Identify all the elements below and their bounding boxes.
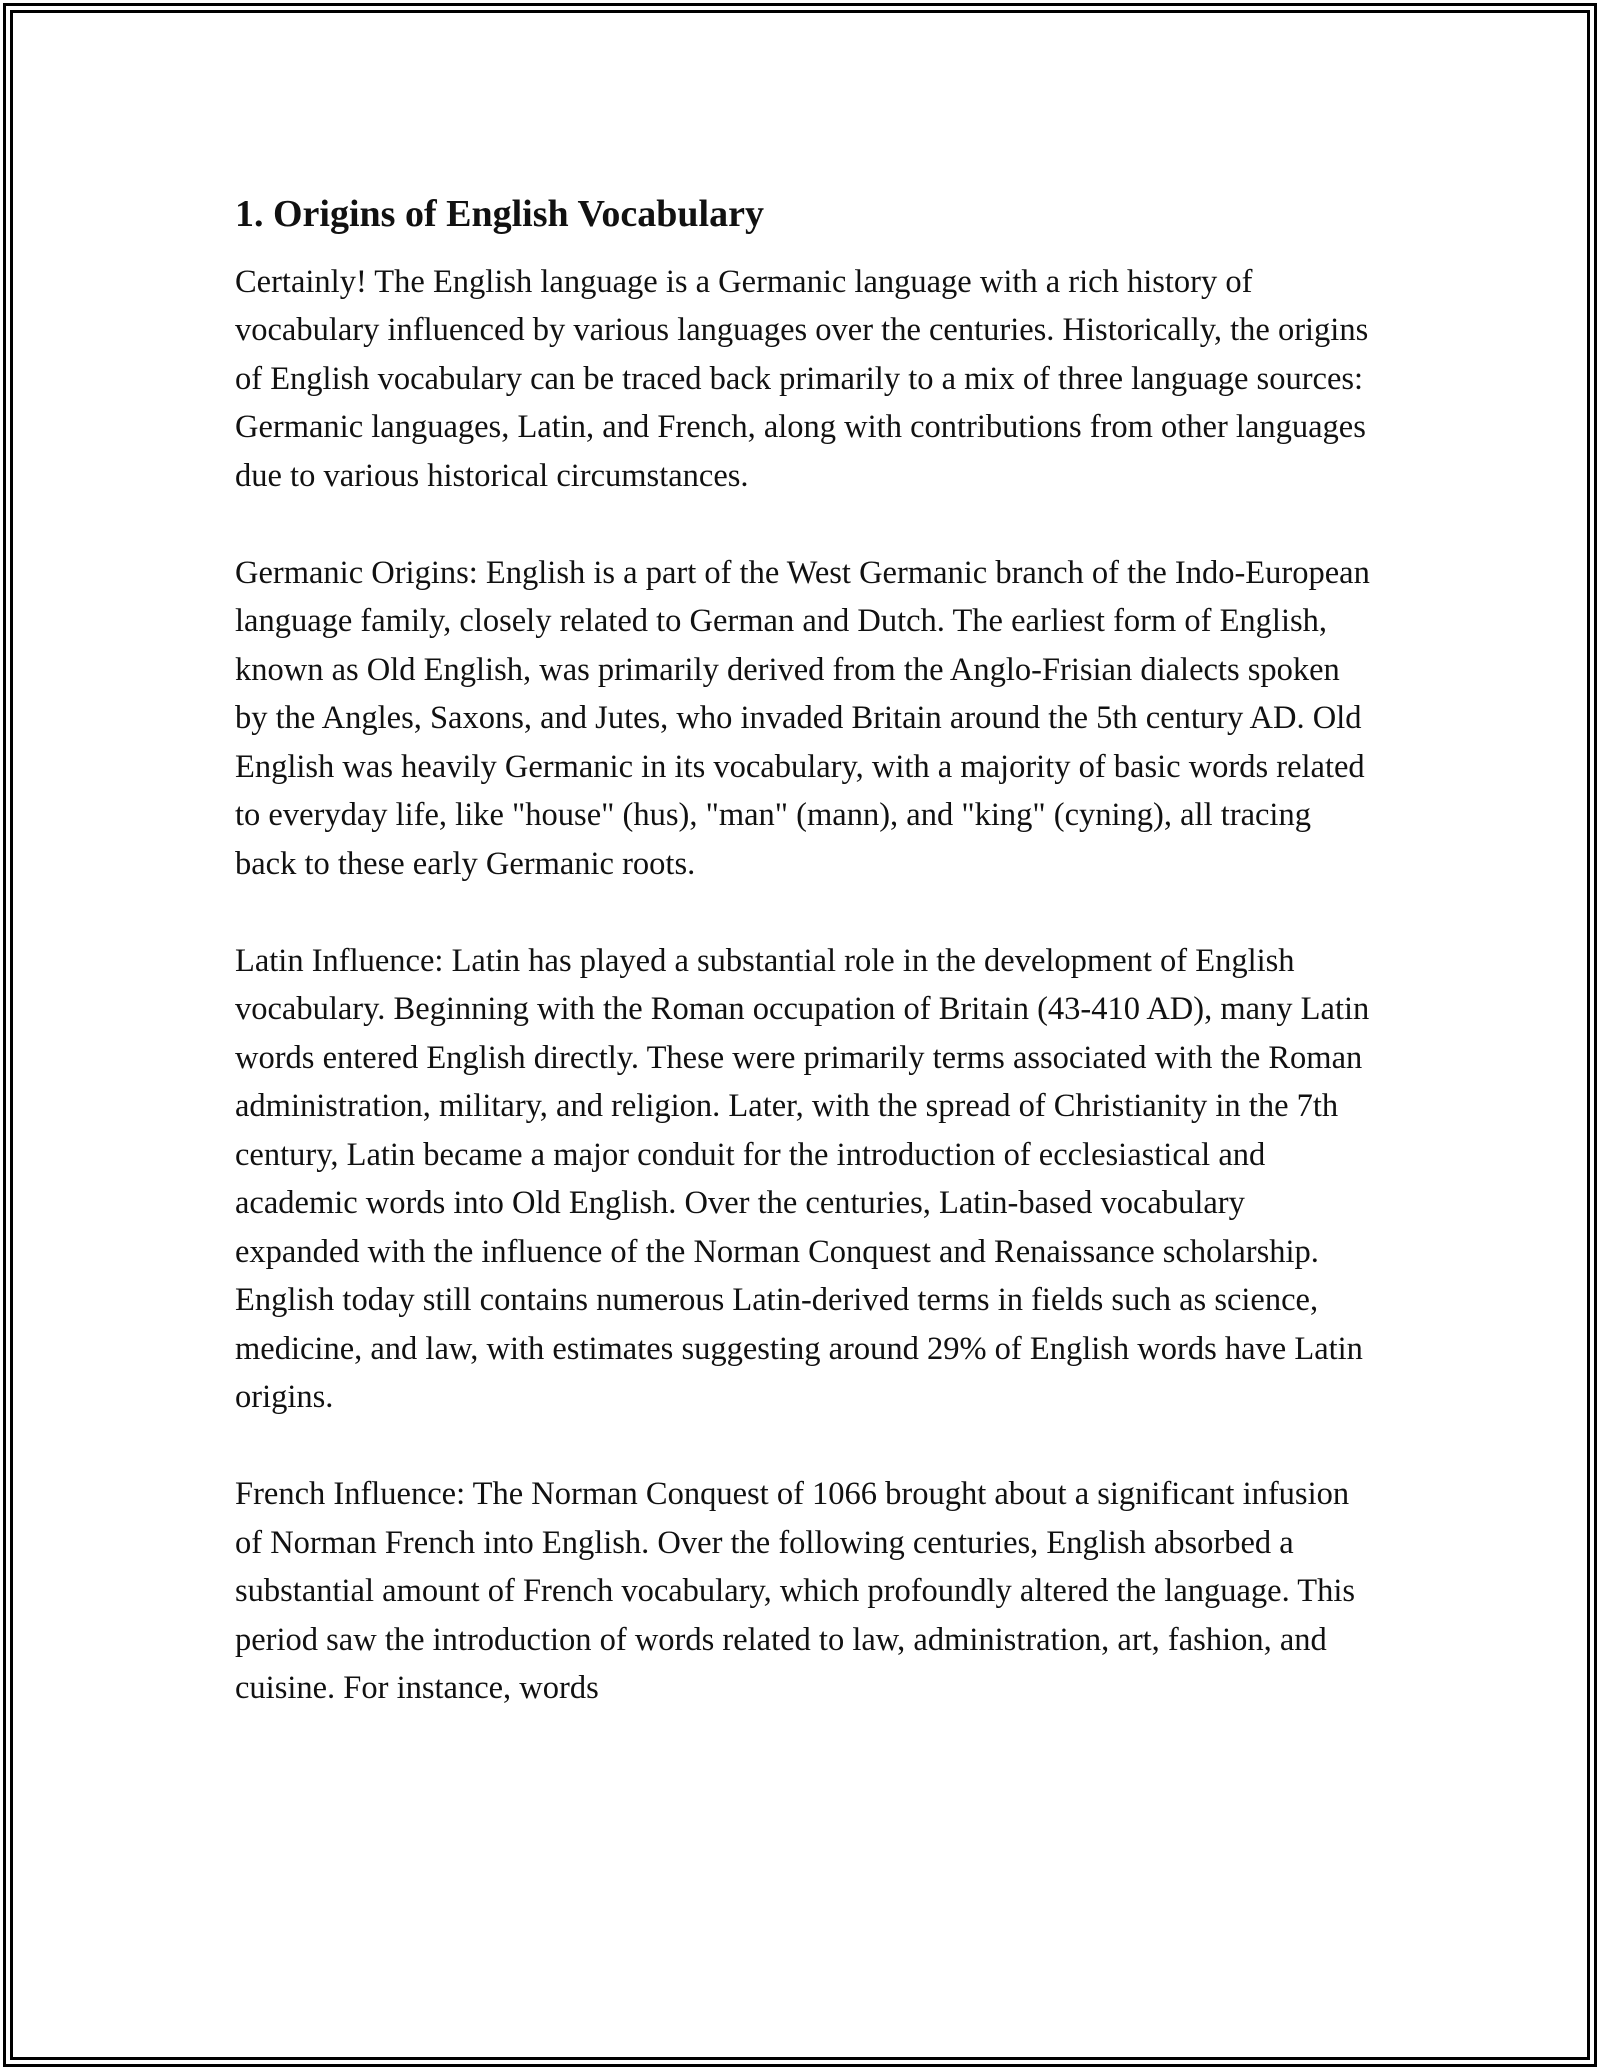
paragraph-french-influence: French Influence: The Norman Conquest of 1066 brought about a significant infusion of Norman French into English. Over the following centuries, English absorbed a substantial amount of French vocabulary, which profoundly altered the language. This period saw the introduction of words related to law, administration, art, fashion, and cuisine. For instance, words: [235, 1476, 1356, 1707]
section-heading: 1. Origins of English Vocabulary: [235, 193, 764, 235]
paragraph-latin-influence: Latin Influence: Latin has played a substantial role in the development of English vocabulary. Beginning with the Roman occupation of Britain (43-410 AD), many Latin words entered English directly. These were primarily terms associated with the Roman administration, military, and religion. Later, with the spread of Christianity in the 7th century, Latin became a major conduit for the introduction of ecclesiastical and academic words into Old English. Over the centuries, Latin-based vocabulary expanded with the influence of the Norman Conquest and Renaissance scholarship. English today still contains numerous Latin-derived terms in fields such as science, medicine, and law, with estimates suggesting around 29% of English words have Latin origins.: [235, 942, 1370, 1416]
paragraph-intro: Certainly! The English language is a Germanic language with a rich history of vocabulary influenced by various languages over the centuries. Historically, the origins of English vocabulary can be traced back primarily to a mix of three language sources: Germanic languages, Latin, and French, along with contributions from other languages due to various historical circumstances.: [235, 263, 1369, 494]
paragraph-germanic-origins: Germanic Origins: English is a part of the West Germanic branch of the Indo-European language family, closely related to German and Dutch. The earliest form of English, known as Old English, was primarily derived from the Anglo-Frisian dialects spoken by the Angles, Saxons, and Jutes, who invaded Britain around the 5th century AD. Old English was heavily Germanic in its vocabulary, with a majority of basic words related to everyday life, like "house" (hus), "man" (mann), and "king" (cyning), all tracing back to these early Germanic roots.: [235, 554, 1370, 882]
document-body: [235, 180, 1370, 1761]
